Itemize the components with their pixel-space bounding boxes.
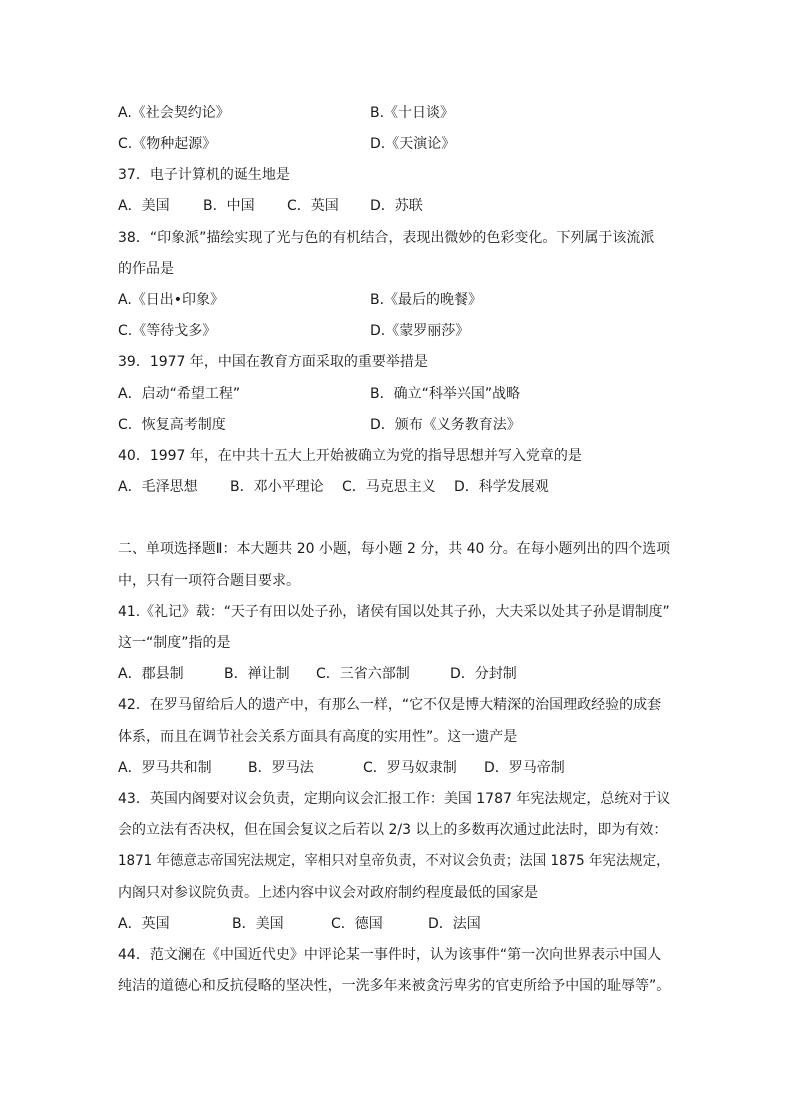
q36-option-a: A.《社会契约论》: [118, 105, 230, 121]
q41-option-d: D．分封制: [450, 666, 517, 682]
q41-option-a: A．郡县制: [118, 666, 184, 682]
q39-option-d: D．颁布《义务教育法》: [370, 417, 521, 433]
q37-option-c: C．英国: [287, 198, 339, 214]
section2-heading-line2: 中，只有一项符合题目要求。: [118, 573, 300, 589]
q37-stem: 37．电子计算机的诞生地是: [118, 167, 290, 183]
q40-option-d: D．科学发展观: [454, 479, 549, 495]
q38-stem-line1: 38．“印象派”描绘实现了光与色的有机结合，表现出微妙的色彩变化。下列属于该流派: [118, 230, 655, 246]
q43-stem-line2: 会的立法有否决权，但在国会复议之后若以 2/3 以上的多数再次通过此法时，即为有效：: [118, 822, 668, 838]
q43-option-a: A．英国: [118, 916, 170, 932]
q39-option-c: C．恢复高考制度: [118, 417, 226, 433]
q42-option-a: A．罗马共和制: [118, 760, 212, 776]
q38-option-c: C.《等待戈多》: [118, 323, 217, 339]
q36-option-d: D.《天演论》: [370, 136, 456, 152]
q37-option-a: A．美国: [118, 198, 170, 214]
q42-stem-line1: 42．在罗马留给后人的遗产中，有那么一样，“它不仅是博大精深的治国理政经验的成套: [118, 697, 662, 713]
q42-stem-line2: 体系，而且在调节社会关系方面具有高度的实用性”。这一遗产是: [118, 729, 518, 745]
section2-heading-line1: 二、单项选择题Ⅱ：本大题共 20 小题，每小题 2 分，共 40 分。在每小题列出的四个选项: [118, 541, 671, 557]
q40-option-c: C．马克思主义: [342, 479, 436, 495]
q43-option-c: C．德国: [331, 916, 383, 932]
q44-stem-line2: 纯洁的道德心和反抗侵略的坚决性，一洗多年来被贪污卑劣的官吏所给予中国的耻辱等”。: [118, 978, 671, 994]
q38-option-a: A.《日出•印象》: [118, 292, 225, 308]
q44-stem-line1: 44．范文澜在《中国近代史》中评论某一事件时，认为该事件“第一次向世界表示中国人: [118, 947, 662, 963]
q39-option-b: B．确立“科举兴国”战略: [370, 386, 521, 402]
q42-option-d: D．罗马帝制: [484, 760, 565, 776]
q41-option-b: B．禅让制: [224, 666, 290, 682]
q41-option-c: C．三省六部制: [316, 666, 410, 682]
q40-option-b: B．邓小平理论: [230, 479, 324, 495]
q43-stem-line3: 1871 年德意志帝国宪法规定，宰相只对皇帝负责，不对议会负责；法国 1875 年宪法规定，: [118, 853, 670, 869]
q39-stem: 39．1977 年，中国在教育方面采取的重要举措是: [118, 354, 428, 370]
q37-option-d: D．苏联: [370, 198, 423, 214]
q36-option-c: C.《物种起源》: [118, 136, 217, 152]
q42-option-b: B．罗马法: [248, 760, 314, 776]
q37-option-b: B．中国: [203, 198, 255, 214]
q38-option-b: B.《最后的晚餐》: [370, 292, 483, 308]
q40-stem: 40．1997 年，在中共十五大上开始被确立为党的指导思想并写入党章的是: [118, 448, 582, 464]
q43-stem-line4: 内阁只对参议院负责。上述内容中议会对政府制约程度最低的国家是: [118, 885, 538, 901]
q43-option-d: D．法国: [428, 916, 481, 932]
q39-option-a: A．启动“希望工程”: [118, 386, 241, 402]
q36-option-b: B.《十日谈》: [370, 105, 455, 121]
q43-stem-line1: 43．英国内阁要对议会负责，定期向议会汇报工作：美国 1787 年宪法规定，总统对于议: [118, 791, 671, 807]
q38-option-d: D.《蒙罗丽莎》: [370, 323, 470, 339]
q41-stem-line1: 41.《礼记》载：“天子有田以处子孙，诸侯有国以处其子孙，大夫采以处其子孙是谓制度”: [118, 604, 670, 620]
q42-option-c: C．罗马奴隶制: [363, 760, 457, 776]
q41-stem-line2: 这一“制度”指的是: [118, 635, 231, 651]
q43-option-b: B．美国: [232, 916, 284, 932]
q38-stem-line2: 的作品是: [118, 261, 174, 277]
q40-option-a: A．毛泽思想: [118, 479, 198, 495]
